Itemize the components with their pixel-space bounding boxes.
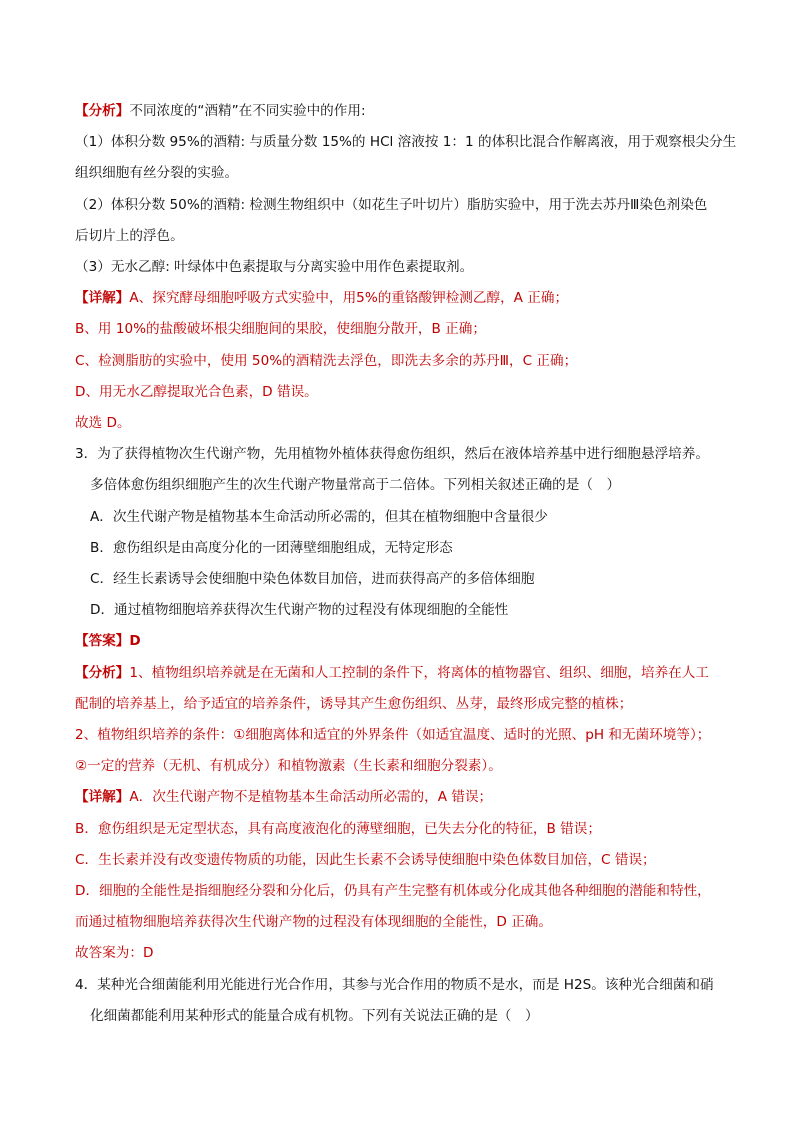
question-3-option-b xyxy=(90,538,453,558)
text-span: 【答案】D xyxy=(75,633,141,649)
text-span: B．愈伤组织是无定型状态，具有高度液泡化的薄壁细胞，已失去分化的特征，B 错误； xyxy=(75,821,601,837)
question-3-option-d xyxy=(90,600,508,620)
text-span: D．通过植物细胞培养获得次生代谢产物的过程没有体现细胞的全能性 xyxy=(90,602,509,618)
analysis-point-3 xyxy=(75,257,473,277)
analysis-tag: 【分析】 xyxy=(75,103,130,119)
question-3-option-a xyxy=(90,507,548,527)
text-span: A．次生代谢产物不是植物基本生命活动所必需的，A 错误； xyxy=(129,789,493,805)
text-span: 1、植物组织培养就是在无菌和人工控制的条件下，将离体的植物器官、组织、细胞，培养在人工 xyxy=(129,665,709,681)
q3-explanation-line-d-cont xyxy=(75,912,552,932)
text-span: 3．为了获得植物次生代谢产物，先用植物外植体获得愈伤组织，然后在液体培养基中进行细胞悬浮培养。 xyxy=(75,446,709,462)
text-span: B、用 10%的盐酸破坏根尖细胞间的果胶，使细胞分散开，B 正确； xyxy=(75,321,486,337)
analysis-point-2 xyxy=(75,195,707,215)
analysis-point-2-cont xyxy=(75,226,184,246)
q3-explanation-line-d xyxy=(75,881,711,901)
q3-analysis-line-2 xyxy=(75,694,632,714)
explanation-line-b xyxy=(75,319,486,339)
q3-explanation-line-b xyxy=(75,819,601,839)
text-span: 而通过植物细胞培养获得次生代谢产物的过程没有体现细胞的全能性，D 正确。 xyxy=(75,914,552,930)
q3-final-answer xyxy=(75,943,153,963)
analysis-point-1-cont xyxy=(75,163,238,183)
analysis-tag: 【分析】 xyxy=(75,665,130,681)
text-span: 故选 D。 xyxy=(75,415,131,431)
question-3-stem xyxy=(75,444,709,464)
text-span: C．经生长素诱导会使细胞中染色体数目加倍，进而获得高产的多倍体细胞 xyxy=(90,571,535,587)
analysis-heading-line xyxy=(75,101,366,121)
question-3-option-c xyxy=(90,569,535,589)
text-span: C．生长素并没有改变遗传物质的功能，因此生长素不会诱导使细胞中染色体数目加倍，C 错误； xyxy=(75,852,656,868)
answer-line xyxy=(75,631,141,651)
question-3-stem-cont xyxy=(90,475,620,495)
text-span: A．次生代谢产物是植物基本生命活动所必需的，但其在植物细胞中含量很少 xyxy=(90,509,548,525)
text-span: 后切片上的浮色。 xyxy=(75,228,184,244)
analysis-point-1 xyxy=(75,132,736,152)
text-span: D．细胞的全能性是指细胞经分裂和分化后，仍具有产生完整有机体或分化成其他各种细胞的潜能和特性， xyxy=(75,883,711,899)
text-span: 2、植物组织培养的条件：①细胞离体和适宜的外界条件（如适宜温度、适时的光照、pH 和无菌环境等）； xyxy=(75,727,711,743)
q3-explanation-line-a xyxy=(75,787,492,807)
text-span: （2）体积分数 50%的酒精: 检测生物组织中（如花生子叶切片）脂肪实验中，用于洗去苏丹Ⅲ染色剂染色 xyxy=(75,197,708,213)
q3-analysis-line-4 xyxy=(75,756,502,776)
conclusion-line xyxy=(75,413,131,433)
text-span: 不同浓度的“酒精”在不同实验中的作用: xyxy=(129,103,366,119)
text-span: B．愈伤组织是由高度分化的一团薄壁细胞组成，无特定形态 xyxy=(90,540,453,556)
text-span: 组织细胞有丝分裂的实验。 xyxy=(75,165,239,181)
text-span: 配制的培养基上，给予适宜的培养条件，诱导其产生愈伤组织、丛芽，最终形成完整的植株； xyxy=(75,696,633,712)
text-span: （1）体积分数 95%的酒精: 与质量分数 15%的 HCl 溶液按 1：1 的体积比混合作解离液，用于观察根尖分生 xyxy=(75,134,737,150)
text-span: 故答案为：D xyxy=(75,945,154,961)
q3-explanation-line-c xyxy=(75,850,656,870)
explanation-line-a xyxy=(75,288,568,308)
explanation-tag: 【详解】 xyxy=(75,290,130,306)
text-span: 4．某种光合细菌能利用光能进行光合作用，其参与光合作用的物质不是水，而是 H2S。该种光合细菌和硝 xyxy=(75,977,714,993)
q3-analysis-line-1 xyxy=(75,663,709,683)
explanation-line-c xyxy=(75,351,577,371)
text-span: 化细菌都能利用某种形式的能量合成有机物。下列有关说法正确的是（ ） xyxy=(90,1008,539,1024)
explanation-line-d xyxy=(75,382,318,402)
text-span: C、检测脂肪的实验中，使用 50%的酒精洗去浮色，即洗去多余的苏丹Ⅲ，C 正确； xyxy=(75,353,578,369)
question-4-stem xyxy=(75,975,714,995)
text-span: ②一定的营养（无机、有机成分）和植物激素（生长素和细胞分裂素）。 xyxy=(75,758,502,774)
text-span: D、用无水乙醇提取光合色素，D 错误。 xyxy=(75,384,318,400)
explanation-tag: 【详解】 xyxy=(75,789,130,805)
q3-analysis-line-3 xyxy=(75,725,710,745)
text-span: 多倍体愈伤组织细胞产生的次生代谢产物量常高于二倍体。下列相关叙述正确的是（ ） xyxy=(90,477,621,493)
text-span: （3）无水乙醇: 叶绿体中色素提取与分离实验中用作色素提取剂。 xyxy=(75,259,474,275)
question-4-stem-cont xyxy=(90,1006,539,1026)
text-span: A、探究酵母细胞呼吸方式实验中，用5%的重铬酸钾检测乙醇，A 正确； xyxy=(129,290,569,306)
